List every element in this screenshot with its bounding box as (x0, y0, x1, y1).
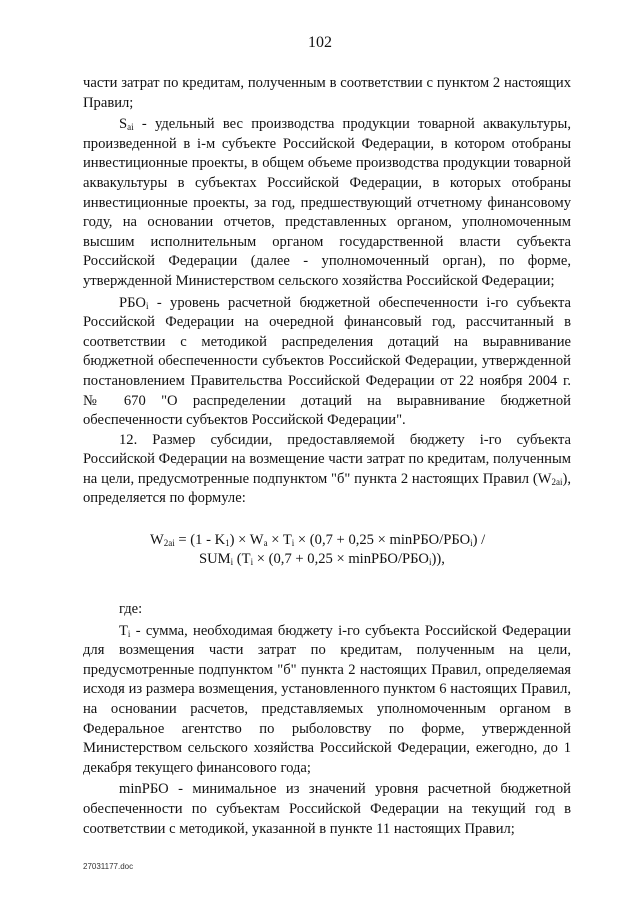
symbol-t-subscript: i (127, 628, 131, 639)
where-label: где: (119, 601, 143, 618)
page-number: 102 (308, 34, 332, 51)
formula-w: W (150, 532, 164, 549)
clause-12-text: 12. Размер субсидии, предоставляемой бюджету i-го субъекта Российской Федерации на возмещение части затрат по кредитам, полученным на цели, предусмотренные подпунктом "б" пункта 2 настоящих Правил (W (83, 431, 571, 487)
paragraph-minrbo-definition: minРБО - минимальное из значений уровня расчетной бюджетной обеспеченности по субъектам Российской Федерации на текущий год в соответствии с методикой, указанной в пункте 11 настоящих Правил; (83, 781, 571, 837)
formula-subscript: i (250, 556, 254, 567)
formula-term: × (0,7 + 0,25 × minРБО/РБО (253, 550, 429, 567)
formula-term: × (0,7 + 0,25 × minРБО/РБО (294, 532, 471, 549)
formula-term: )), (431, 550, 445, 567)
symbol-s-subscript: ai (127, 122, 134, 133)
formula (83, 531, 571, 568)
rbo-definition-text: - уровень расчетной бюджетной обеспеченности i-го субъекта Российской Федерации на очередной финансовый год, рассчитанный в соответствии с методикой распределения дотаций на выравнивание бюджетной обеспеченности субъектов Российской Федерации, утвержденной постановлением Правительства Российской Федерации от 22 ноября 2004 г. № 670 "О распределении дотаций на выравнивание бюджетной обеспеченности субъектов Российской Федерации". (83, 294, 571, 429)
clause-12-subscript: 2ai (551, 476, 563, 487)
formula-term: (T (233, 550, 251, 567)
formula-subscript: i (428, 556, 432, 567)
symbol-rbo-subscript: i (145, 300, 149, 311)
t-definition-text: - сумма, необходимая бюджету i-го субъекта Российской Федерации для возмещения части затрат по кредитам, полученным на цели, предусмотренные подпунктом "б" пункта 2 настоящих Правил, определяемая исходя из размера возмещения, установленного пунктом 6 настоящих Правил, на основании расчетов, представляемых уполномоченным органом в Федеральное агентство по рыболовству по форме, утвержденной Министерством сельского хозяйства Российской Федерации, ежегодно, до 1 декабря текущего финансового года; (83, 622, 571, 776)
formula-subscript: i (291, 538, 295, 549)
formula-w-subscript: 2ai (163, 538, 175, 549)
formula-term: ) × W (229, 532, 264, 549)
clause-12-text-end: ), определяется по формуле: (83, 470, 571, 507)
formula-line-2 (83, 550, 571, 569)
formula-term: ) / (472, 532, 486, 549)
formula-term: × T (267, 532, 292, 549)
paragraph-rbo-definition (83, 294, 571, 431)
symbol-t: T (119, 622, 128, 639)
document-body (83, 74, 571, 839)
formula-subscript: a (263, 538, 268, 549)
formula-subscript: i (470, 538, 473, 549)
paragraph-s-definition (83, 115, 571, 291)
formula-term: SUM (199, 550, 231, 567)
formula-term: = (1 - K (174, 532, 226, 549)
symbol-rbo: РБО (119, 294, 146, 311)
paragraph-t-definition (83, 622, 571, 779)
formula-line-1 (83, 531, 571, 550)
formula-subscript: i (230, 556, 234, 567)
formula-subscript: 1 (225, 538, 230, 549)
file-name-footer: 27031177.doc (83, 862, 134, 871)
symbol-s: S (119, 116, 128, 133)
paragraph-continuation: части затрат по кредитам, полученным в соответствии с пунктом 2 настоящих Правил; (83, 75, 571, 111)
paragraph-clause-12 (83, 431, 571, 509)
s-definition-text: - удельный вес производства продукции товарной аквакультуры, произведенной в i-м субъекте Российской Федерации, в котором отобраны инвестиционные проекты, в общем объеме производства продукции товарной аквакультуры в субъектах Российской Федерации, в которых отобраны инвестиционные проекты, за год, предшествующий отчетному финансовому году, на основании отчетов, представленных органом, уполномоченным высшим исполнительным органом государственной власти субъекта Российской Федерации (далее - уполномоченный орган), по форме, утвержденной Министерством сельского хозяйства Российской Федерации; (83, 116, 571, 289)
